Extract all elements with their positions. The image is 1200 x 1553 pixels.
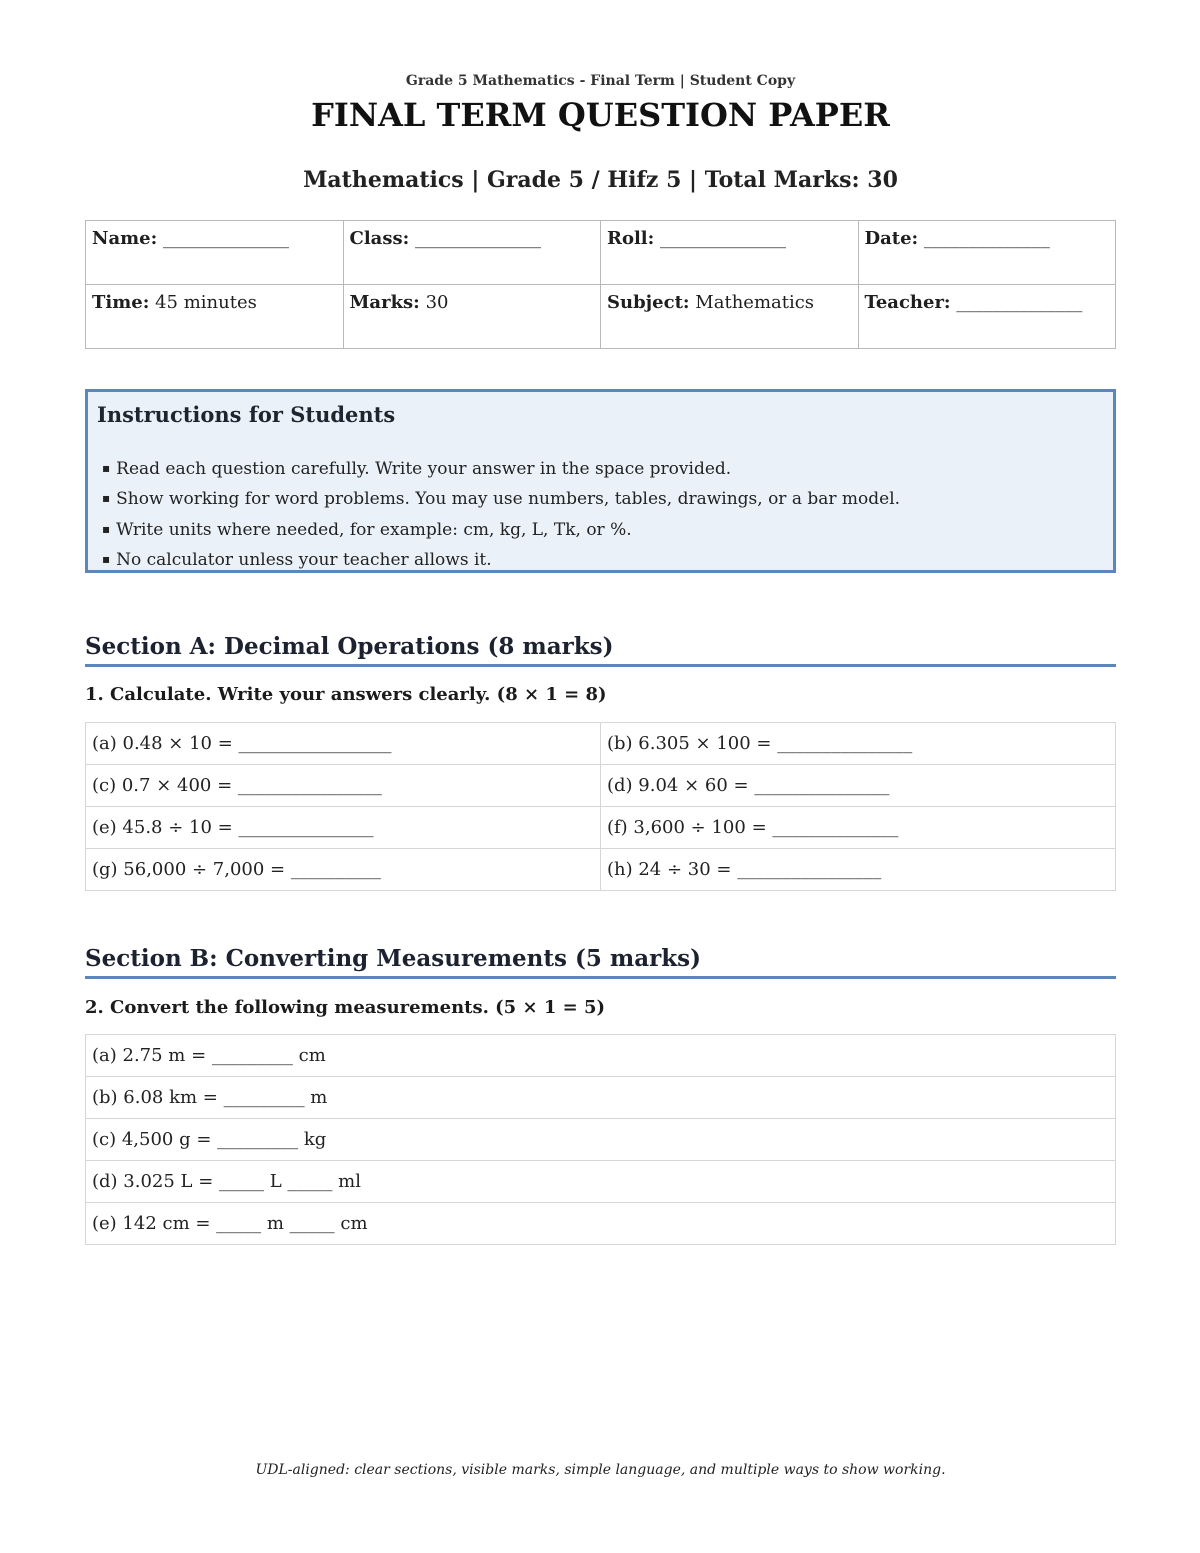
section-a-title: Section A: Decimal Operations (8 marks) xyxy=(85,633,1116,667)
answer-cell[interactable]: (e) 45.8 ÷ 10 = _______________ xyxy=(86,807,601,849)
student-info-table xyxy=(85,220,1116,349)
info-cell-subject xyxy=(601,285,859,349)
answer-cell[interactable]: (a) 0.48 × 10 = _________________ xyxy=(86,723,601,765)
instruction-item: ▪ Read each question carefully. Write your answer in the space provided. xyxy=(102,454,900,484)
answer-cell[interactable]: (b) 6.305 × 100 = _______________ xyxy=(601,723,1116,765)
table-row xyxy=(86,1119,1116,1161)
table-row xyxy=(86,723,1116,765)
answer-cell[interactable]: (f) 3,600 ÷ 100 = ______________ xyxy=(601,807,1116,849)
table-row xyxy=(86,1161,1116,1203)
info-cell-roll[interactable] xyxy=(601,221,859,285)
section-b-table xyxy=(85,1034,1116,1245)
table-row xyxy=(86,1077,1116,1119)
info-cell-teacher[interactable] xyxy=(858,285,1116,349)
info-label: Roll: xyxy=(607,228,655,249)
table-row xyxy=(86,807,1116,849)
info-value: ______________ xyxy=(923,228,1050,249)
info-label: Marks: xyxy=(349,292,420,313)
page-footer: UDL-aligned: clear sections, visible marks, simple language, and multiple ways to show working. xyxy=(255,1462,946,1478)
instruction-item: ▪ Write units where needed, for example: cm, kg, L, Tk, or %. xyxy=(102,515,900,545)
instructions-heading: Instructions for Students xyxy=(97,402,396,427)
info-label: Date: xyxy=(864,228,919,249)
info-label: Class: xyxy=(349,228,410,249)
info-value: Mathematics xyxy=(695,292,815,313)
question-1: 1. Calculate. Write your answers clearly. (8 × 1 = 8) xyxy=(85,684,607,705)
info-label: Subject: xyxy=(607,292,690,313)
info-row xyxy=(86,285,1116,349)
info-cell-marks xyxy=(343,285,601,349)
info-value: ______________ xyxy=(163,228,289,249)
instruction-item: ▪ Show working for word problems. You may use numbers, tables, drawings, or a bar model. xyxy=(102,484,900,514)
section-b-title: Section B: Converting Measurements (5 marks) xyxy=(85,945,1116,979)
answer-cell[interactable]: (h) 24 ÷ 30 = ________________ xyxy=(601,849,1116,891)
answer-cell[interactable]: (a) 2.75 m = _________ cm xyxy=(86,1035,1116,1077)
info-cell-name[interactable] xyxy=(86,221,344,285)
instruction-item: ▪ No calculator unless your teacher allows it. xyxy=(102,545,900,575)
info-cell-date[interactable] xyxy=(858,221,1116,285)
answer-cell[interactable]: (d) 9.04 × 60 = _______________ xyxy=(601,765,1116,807)
info-value: ______________ xyxy=(660,228,787,249)
table-row xyxy=(86,1035,1116,1077)
info-label: Name: xyxy=(92,228,158,249)
info-value: 30 xyxy=(425,292,449,313)
answer-cell[interactable]: (b) 6.08 km = _________ m xyxy=(86,1077,1116,1119)
table-row xyxy=(86,1203,1116,1245)
info-cell-class[interactable] xyxy=(343,221,601,285)
info-label: Teacher: xyxy=(864,292,951,313)
running-head: Grade 5 Mathematics - Final Term | Student Copy xyxy=(405,73,796,89)
answer-cell[interactable]: (d) 3.025 L = _____ L _____ ml xyxy=(86,1161,1116,1203)
info-label: Time: xyxy=(92,292,150,313)
answer-cell[interactable]: (g) 56,000 ÷ 7,000 = __________ xyxy=(86,849,601,891)
info-row xyxy=(86,221,1116,285)
info-value: ______________ xyxy=(956,292,1083,313)
info-cell-time xyxy=(86,285,344,349)
answer-cell[interactable]: (e) 142 cm = _____ m _____ cm xyxy=(86,1203,1116,1245)
answer-cell[interactable]: (c) 4,500 g = _________ kg xyxy=(86,1119,1116,1161)
table-row xyxy=(86,765,1116,807)
info-value: 45 minutes xyxy=(155,292,257,313)
answer-cell[interactable]: (c) 0.7 × 400 = ________________ xyxy=(86,765,601,807)
page-subtitle: Mathematics | Grade 5 / Hifz 5 | Total Marks: 30 xyxy=(303,167,898,193)
page-title: FINAL TERM QUESTION PAPER xyxy=(311,96,890,134)
instructions-list xyxy=(102,454,900,575)
table-row xyxy=(86,849,1116,891)
question-2: 2. Convert the following measurements. (5 × 1 = 5) xyxy=(85,997,605,1018)
section-a-table xyxy=(85,722,1116,891)
info-value: ______________ xyxy=(414,228,541,249)
instructions-box xyxy=(85,389,1116,573)
